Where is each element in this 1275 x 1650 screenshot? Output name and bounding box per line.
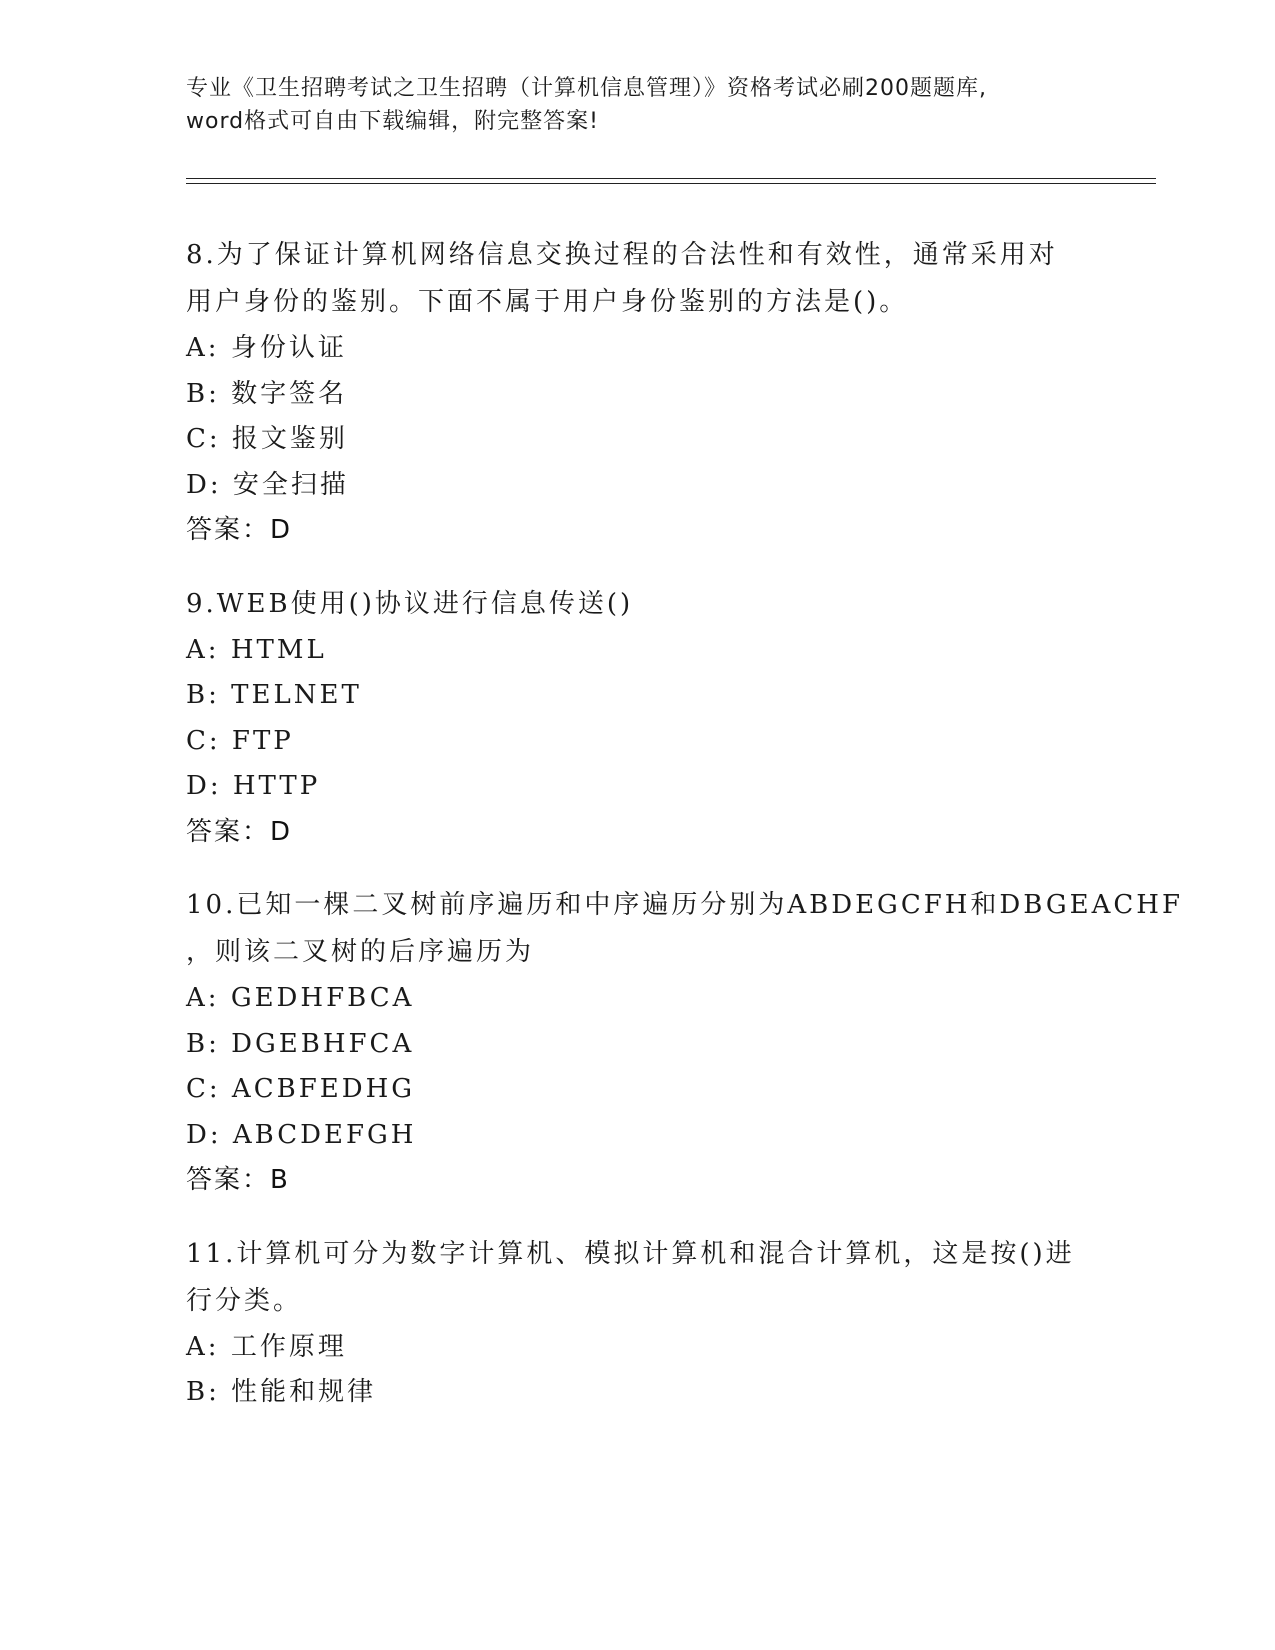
answer-option xyxy=(186,976,1086,1022)
option-key: D: xyxy=(186,469,222,500)
answer-option xyxy=(186,372,1086,418)
answer-option xyxy=(186,1113,1086,1159)
question-stem-line: 8.为了保证计算机网络信息交换过程的合法性和有效性，通常采用对 xyxy=(186,240,1058,270)
option-text: ABCDEFGH xyxy=(232,1119,417,1150)
question-stem xyxy=(186,232,1086,326)
option-text: FTP xyxy=(231,725,294,756)
answer-option xyxy=(186,764,1086,810)
option-key: D: xyxy=(186,1119,222,1150)
question-stem-line: 用户身份的鉴别。下面不属于用户身份鉴别的方法是()。 xyxy=(186,287,909,317)
option-key: B: xyxy=(186,1028,220,1059)
answer-option xyxy=(186,719,1086,765)
option-key: D: xyxy=(186,771,222,801)
question-stem-line: 11.计算机可分为数字计算机、模拟计算机和混合计算机，这是按()进 xyxy=(186,1238,1075,1269)
answer-option xyxy=(186,1370,1086,1416)
question-item xyxy=(186,232,1086,554)
option-text: 安全扫描 xyxy=(232,469,349,500)
option-text: 工作原理 xyxy=(230,1331,347,1362)
question-stem xyxy=(186,882,1184,976)
answer-option xyxy=(186,628,1086,674)
answer-key: 答案：B xyxy=(186,1165,290,1195)
option-text: 数字签名 xyxy=(231,378,348,409)
answer-option xyxy=(186,326,1086,372)
question-stem xyxy=(186,1231,1086,1325)
answer-option xyxy=(186,463,1086,509)
question-stem-line: 10.已知一棵二叉树前序遍历和中序遍历分别为ABDEGCFH和DBGEACHF xyxy=(186,890,1184,920)
question-stem-line: 9.WEB使用()协议进行信息传送() xyxy=(186,588,634,619)
answer-option xyxy=(186,1067,1086,1113)
option-key: B: xyxy=(186,378,220,409)
answer-option xyxy=(186,417,1086,463)
header-divider-top xyxy=(186,178,1156,179)
option-text: TELNET xyxy=(231,680,362,710)
option-text: 性能和规律 xyxy=(231,1377,377,1407)
question-stem xyxy=(186,581,1086,628)
question-item xyxy=(186,581,1086,856)
option-text: 身份认证 xyxy=(230,333,347,363)
answer-option xyxy=(186,1325,1086,1371)
option-key: B: xyxy=(186,680,220,710)
answer-key: 答案：D xyxy=(186,515,293,545)
question-stem-line: ，则该二叉树的后序遍历为 xyxy=(186,937,535,967)
option-text: GEDHFBCA xyxy=(230,983,415,1013)
answer-key: 答案：D xyxy=(186,816,293,847)
header-divider-bottom xyxy=(186,183,1156,184)
header-line-2: word格式可自由下载编辑，附完整答案! xyxy=(186,109,599,134)
option-key: A: xyxy=(186,333,220,363)
option-text: 报文鉴别 xyxy=(231,424,348,454)
question-item xyxy=(186,1231,1086,1416)
question-item xyxy=(186,882,1184,1204)
header-line-1: 专业《卫生招聘考试之卫生招聘（计算机信息管理）》资格考试必刷200题题库, xyxy=(186,76,987,101)
question-list xyxy=(186,232,1184,1443)
document-header xyxy=(186,72,1086,138)
option-key: A: xyxy=(186,983,220,1013)
option-text: HTML xyxy=(230,634,327,665)
option-text: HTTP xyxy=(232,771,321,801)
option-key: A: xyxy=(186,1331,220,1362)
option-key: C: xyxy=(186,725,221,756)
answer-option xyxy=(186,1022,1086,1068)
option-key: A: xyxy=(186,634,220,665)
question-stem-line: 行分类。 xyxy=(186,1285,303,1316)
option-key: C: xyxy=(186,424,221,454)
option-text: DGEBHFCA xyxy=(231,1028,415,1059)
answer-option xyxy=(186,673,1086,719)
option-key: B: xyxy=(186,1377,220,1407)
option-key: C: xyxy=(186,1074,221,1104)
option-text: ACBFEDHG xyxy=(231,1074,416,1104)
